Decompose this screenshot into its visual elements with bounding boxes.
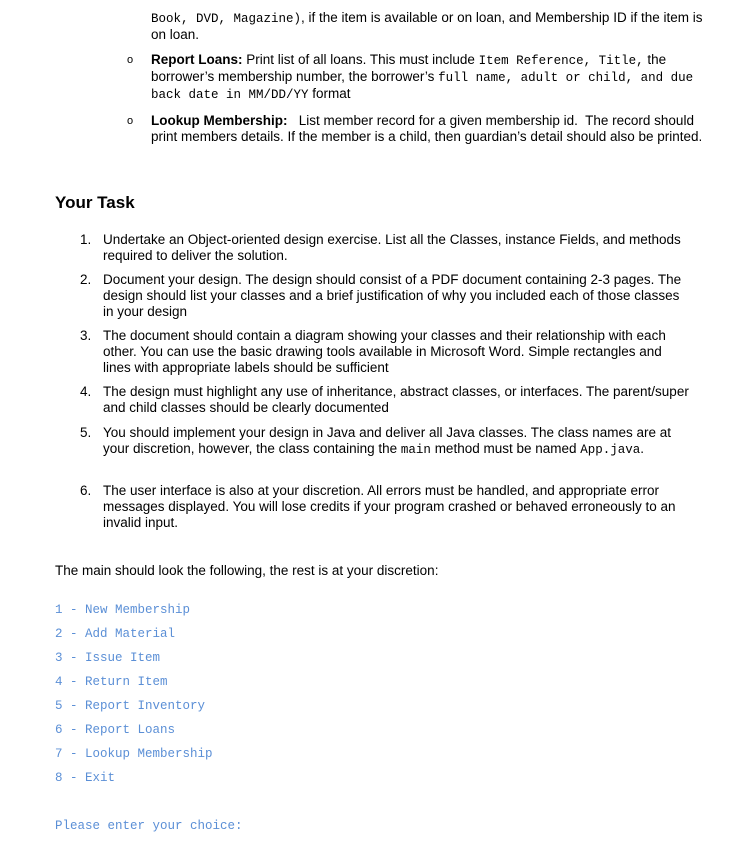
task-text: . [640,441,645,456]
bullet-text: Print list of all loans. This must include [242,52,479,67]
task-number: 6. [80,483,92,498]
carryover-paragraph [151,10,711,43]
task-item: The document should contain a diagram showing your classes and their relationship with each other. You can use the basic drawing tools available in Microsoft Word. Simple rectangles and lines with appropriate labels should be sufficient [103,328,666,375]
menu-line: 4 - Return Item [55,675,168,689]
carryover-mono: Book, DVD, Magazine) [151,12,302,26]
task-number: 3. [80,328,92,343]
bullet-title: Lookup Membership: [151,113,288,128]
menu-line: 5 - Report Inventory [55,699,206,713]
task-mono: main [400,443,431,457]
menu-line: 8 - Exit [55,771,116,785]
carryover-text: , if the item is available or on loan, and Membership ID if the item is on loan. [151,10,703,42]
bullet-title: Report Loans: [151,52,243,67]
task-item: Document your design. The design should consist of a PDF document containing 2-3 pages. The design should list your classes and a brief justification of why you included each of those classes in your design [103,272,682,319]
task-number: 1. [80,232,92,247]
task-item: The design must highlight any use of inheritance, abstract classes, or interfaces. The parent/super and child classes should be clearly documented [103,384,689,415]
menu-line: 3 - Issue Item [55,651,161,665]
bullet-lookup-membership [151,113,711,145]
task-item: Undertake an Object-oriented design exercise. List all the Classes, instance Fields, and methods required to deliver the solution. [103,232,681,263]
task-number: 2. [80,272,92,287]
task-number: 5. [80,425,92,440]
task-mono: App.java [580,443,641,457]
bullet-text: the borrower’s membership number, the borrower’s [151,52,667,84]
menu-line: 2 - Add Material [55,627,176,641]
bullet-mono: Item Reference, Title, [478,54,644,68]
bullet-text: List member record for a given membership id. The record should print members details. If the member is a child, then guardian’s detail should also be printed. [151,113,703,144]
bullet-report-loans [151,52,711,103]
menu-line: 1 - New Membership [55,603,191,617]
bullet-text: format [308,86,351,101]
task-item: The user interface is also at your discretion. All errors must be handled, and appropriate error messages displayed. You will lose credits if your program crashed or behaved erroneously to an invalid input. [103,483,676,530]
task-item [103,425,693,458]
task-text: You should implement your design in Java and deliver all Java classes. The class names are at your discretion, however, the class containing the [103,425,672,456]
bullet-mono: full name, adult or child, and due back date in MM/DD/YY [151,71,694,102]
main-intro: The main should look the following, the rest is at your discretion: [55,563,439,578]
task-number: 4. [80,384,92,399]
choice-prompt: Please enter your choice: [55,819,243,833]
section-heading: Your Task [55,193,135,212]
menu-line: 7 - Lookup Membership [55,747,213,761]
bullet-mark: o [127,115,134,127]
task-text: method must be named [430,441,581,456]
bullet-mark: o [127,54,134,66]
menu-line: 6 - Report Loans [55,723,176,737]
